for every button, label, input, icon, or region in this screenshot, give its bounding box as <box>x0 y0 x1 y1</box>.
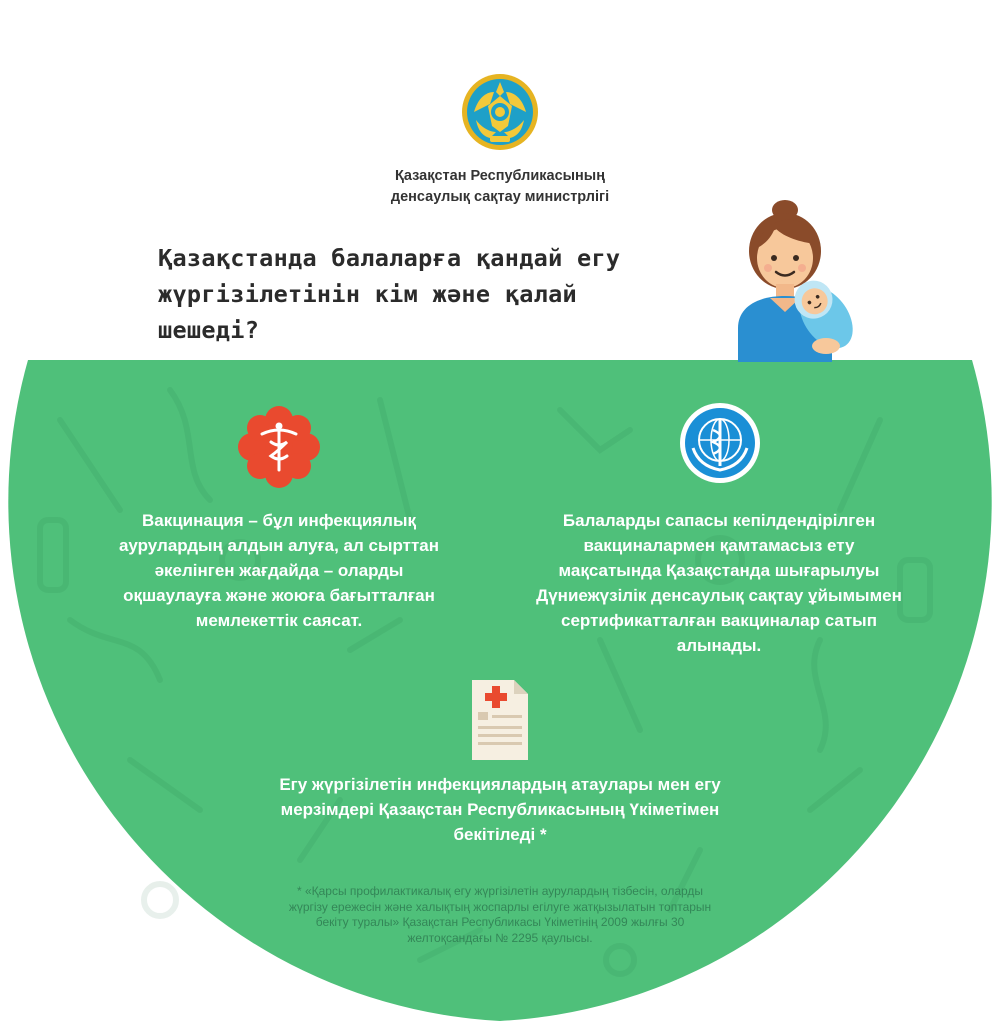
text-line: оқшаулауға және жоюға бағытталған <box>123 586 435 605</box>
text-line: Егу жүргізілетін инфекциялардың атаулары мен егу <box>279 775 721 794</box>
text-line: бекітіледі * <box>453 825 547 844</box>
footnote-line: * «Қарсы профилактикалық егу жүргізілетін аурулардың тізбесін, оларды <box>296 884 704 898</box>
government-approval-text <box>240 772 760 847</box>
mother-baby-icon <box>730 196 870 362</box>
title-line-3: шешеді? <box>158 316 260 344</box>
text-line: вакциналармен қамтамасыз ету <box>583 536 855 555</box>
text-line: әкелінген жағдайда – оларды <box>154 561 404 580</box>
who-certified-vaccines-text <box>520 508 918 658</box>
text-line: Дүниежүзілік денсаулық сақтау ұйымымен <box>536 586 902 605</box>
text-line: Балаларды сапасы кепілдендірілген <box>562 511 876 530</box>
caduceus-icon <box>236 404 322 490</box>
text-line: мерзімдері Қазақстан Республикасының Үкіметімен <box>280 800 720 819</box>
state-emblem-icon <box>460 72 540 152</box>
medical-document-icon <box>470 678 530 762</box>
footnote <box>255 884 745 946</box>
ministry-line-1: Қазақстан Республикасының <box>395 168 605 184</box>
text-line: алынады. <box>676 636 762 655</box>
vaccination-policy-text <box>100 508 458 633</box>
ministry-line-2: денсаулық сақтау министрлігі <box>390 189 610 205</box>
text-line: Вакцинация – бұл инфекциялық <box>141 511 417 530</box>
title-line-1: Қазақстанда балаларға қандай егу <box>158 244 621 272</box>
footnote-line: бекіту туралы» Қазақстан Республикасы Үкіметінің 2009 жылғы 30 <box>315 915 685 929</box>
footnote-line: желтоқсандағы № 2295 қаулысы. <box>407 930 593 945</box>
ministry-name <box>300 166 700 208</box>
text-line: мемлекеттік саясат. <box>195 611 363 630</box>
who-logo-icon <box>679 402 761 484</box>
title-line-2: жүргізілетінін кім және қалай <box>158 280 577 308</box>
text-line: сертификатталған вакциналар сатып <box>561 611 877 630</box>
footnote-line: жүргізу ережесін және халықтың жоспарлы егілуге жатқызылатын топтарын <box>288 899 712 914</box>
page-title <box>158 240 718 348</box>
text-line: аурулардың алдын алуға, ал сырттан <box>118 536 440 555</box>
text-line: мақсатында Қазақстанда шығарылуы <box>558 561 880 580</box>
